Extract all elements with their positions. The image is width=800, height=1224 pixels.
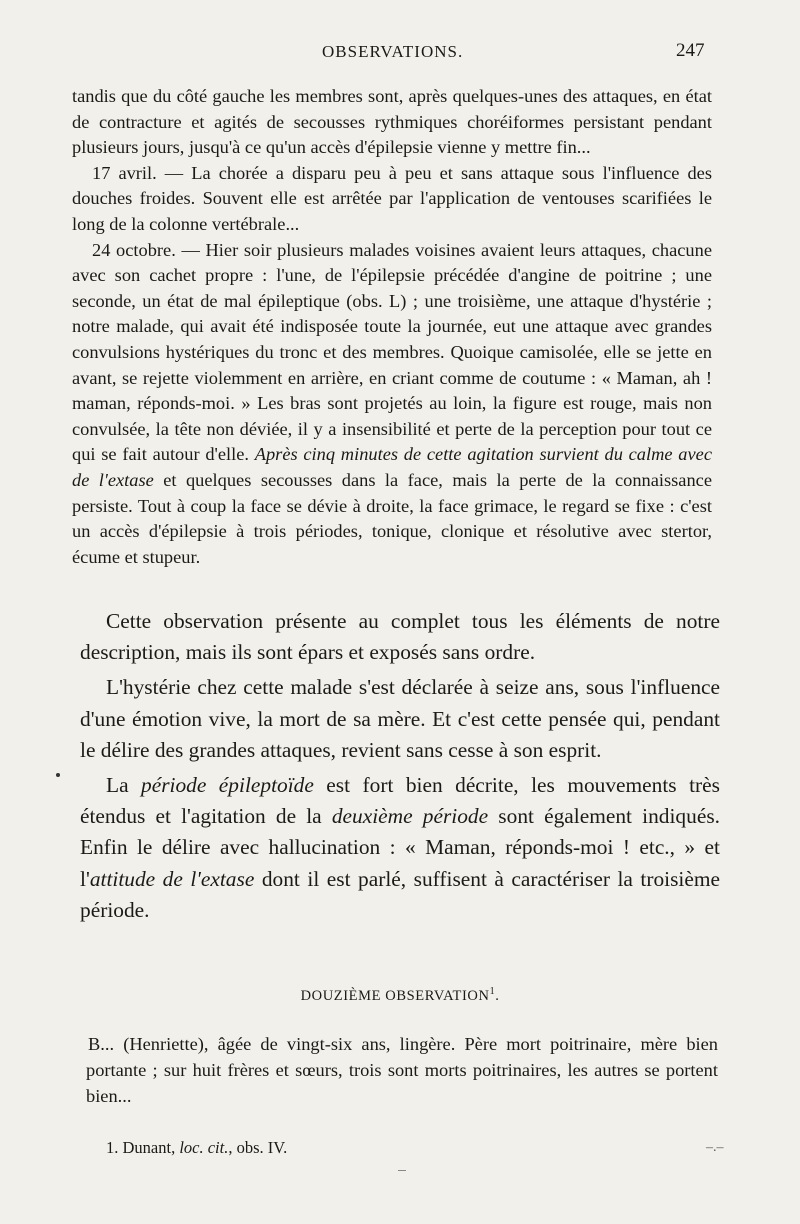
running-header: [0, 42, 800, 68]
commentary-paragraph: Cette observation présente au complet tous les éléments de notre description, mais ils sont épars et exposés sans ordre.: [80, 609, 720, 665]
observation-paragraph: 17 avril. — La chorée a disparu peu à peu et sans attaque sous l'influence des douches froides. Souvent elle est arrêtée par l'application de ventouses scarifiées le long de la colonne vertébrale...: [72, 162, 712, 234]
page-number: 247: [676, 40, 705, 61]
commentary-text: [80, 606, 720, 930]
section-heading: DOUZIÈME OBSERVATION$^1$.: [300, 986, 500, 1004]
footnote: 1. Dunant, loc. cit., obs. IV.: [106, 1138, 288, 1157]
section-text: [86, 1032, 718, 1109]
commentary-paragraph: La période épileptoïde est fort bien décrite, les mouvements très étendus et l'agitation de la deuxième période sont également indiqués. Enfin le délire avec hallucination : « Maman, réponds-moi ! etc., » et l'attitude de l'extase dont il est parlé, suffisent à caractériser la troisième période.: [80, 773, 720, 922]
italic-term: période épileptoïde: [141, 773, 314, 798]
footnote-marker: 1: [489, 986, 496, 997]
bottom-rule: [398, 1170, 406, 1171]
running-title: OBSERVATIONS.: [322, 42, 464, 61]
commentary-paragraph: L'hystérie chez cette malade s'est déclarée à seize ans, sous l'influence d'une émotion vive, la mort de sa mère. Et c'est cette pensée qui, pendant le délire des grandes attaques, revient sans cesse à son esprit.: [80, 675, 720, 762]
italic-passage: Après cinq minutes de cette agitation survient du calme avec de l'extase: [72, 444, 712, 490]
stray-mark: [56, 773, 60, 777]
margin-mark: –.–: [706, 1140, 724, 1155]
observation-text: [72, 84, 712, 570]
italic-term: attitude de l'extase: [89, 866, 255, 891]
observation-paragraph: 24 octobre. — Hier soir plusieurs malades voisines avaient leurs attaques, chacune avec son cachet propre : l'une, de l'épilepsie précédée d'angine de poitrine ; une seconde, un état de mal épileptique (obs. L) ; une troisième, une attaque d'hystérie ; notre malade, qui avait été indisposée toute la journée, eut une attaque avec grandes convulsions hystériques du tronc et des membres. Quoique camisolée, elle se jette en avant, se rejette violemment en arrière, en criant comme de coutume : « Maman, ah ! maman, réponds-moi. » Les bras sont projetés au loin, la figure est rouge, mais non convulsée, la tête non déviée, il y a insensibilité et perte de la perception pour tout ce qui se fait autour d'elle. Après cinq minutes de cette agitation survient du calme avec de l'extase et quelques secousses dans la face, mais la perte de la connaissance persiste. Tout à coup la face se dévie à droite, la face grimace, le regard se fixe : c'est un accès d'épilepsie à trois périodes, tonique, clonique et résolutive avec stertor, écume et stupeur.: [72, 239, 712, 567]
italic-term: deuxième période: [331, 804, 489, 829]
section-paragraph: B... (Henriette), âgée de vingt-six ans, lingère. Père mort poitrinaire, mère bien portante ; sur huit frères et sœurs, trois sont morts poitrinaires, les autres se portent bien...: [86, 1034, 718, 1106]
observation-paragraph: tandis que du côté gauche les membres sont, après quelques-unes des attaques, en état de contracture et agités de secousses rythmiques choréiformes persistant pendant plusieurs jours, jusqu'à ce qu'un accès d'épilepsie vienne y mettre fin...: [72, 86, 712, 158]
